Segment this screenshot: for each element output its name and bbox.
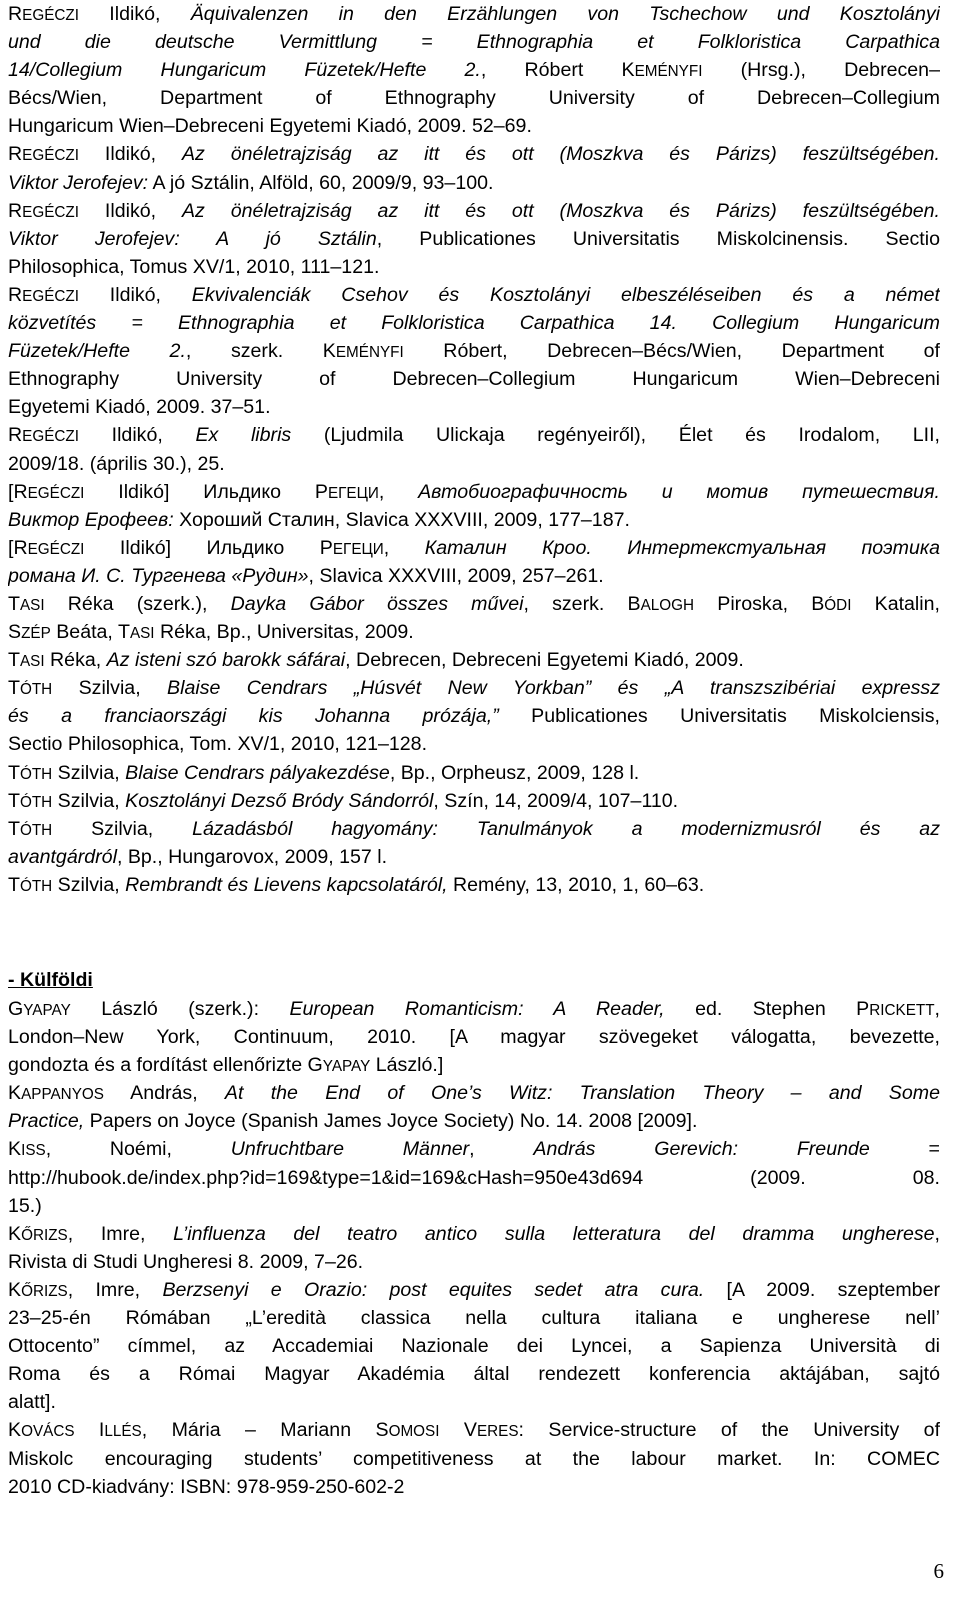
bib-line: 15.): [8, 1194, 42, 1217]
bib-line: REGÉCZI Ildikó, Az önéletrajziság az itt és ott (Moszkva és Párizs) feszültségében.: [8, 143, 940, 166]
bib-line: TÓTH Szilvia, Rembrandt és Lievens kapcsolatáról, Remény, 13, 2010, 1, 60–63.: [8, 873, 705, 896]
bibliography-list-foreign: [8, 995, 940, 1501]
bib-line: TÓTH Szilvia, Lázadásból hagyomány: Tanulmányok a modernizmusról és az: [8, 817, 940, 840]
bib-line: REGÉCZI Ildikó, Ekvivalenciák Csehov és Kosztolányi elbeszéléseiben és a német: [8, 283, 940, 306]
bib-line: SZÉP Beáta, TASI Réka, Bp., Universitas, 2009.: [8, 621, 414, 644]
bib-line: Viktor Jerofejev: A jó Sztálin, Publicationes Universitatis Miskolcinensis. Sectio: [8, 227, 940, 250]
bib-line: Hungaricum Wien–Debreceni Egyetemi Kiadó, 2009. 52–69.: [8, 115, 532, 138]
bib-line: Viktor Jerofejev: A jó Sztálin, Alföld, 60, 2009/9, 93–100.: [8, 171, 494, 194]
bib-line: http://hubook.de/index.php?id=169&type=1&id=169&cHash=950e43d694 (2009. 08.: [8, 1166, 940, 1189]
bib-line: gondozta és a fordítást ellenőrizte GYAPAY László.]: [8, 1054, 444, 1077]
bib-line: Miskolc encouraging students’ competitiveness at the labour market. In: COMEC: [8, 1447, 940, 1470]
bib-line: REGÉCZI Ildikó, Äquivalenzen in den Erzählungen von Tschechow und Kosztolányi: [8, 3, 940, 25]
bib-line: REGÉCZI Ildikó, Ex libris (Ljudmila Ulickaja regényeiről), Élet és Irodalom, LII,: [8, 424, 940, 447]
bib-line: alatt].: [8, 1391, 56, 1414]
section-heading: - Külföldi: [8, 969, 93, 991]
bib-line: [REGÉCZI Ildikó] Ильдико РЕГЕЦИ, Каталин Кроо. Интертекстуальная поэтика: [8, 536, 940, 559]
bib-line: Egyetemi Kiadó, 2009. 37–51.: [8, 396, 271, 419]
bib-line: avantgárdról, Bp., Hungarovox, 2009, 157 l.: [8, 845, 388, 868]
bib-line: 2010 CD-kiadvány: ISBN: 978-959-250-602-2: [8, 1475, 405, 1498]
bib-line: Roma és a Római Magyar Akadémia által rendezett konferencia aktájában, sajtó: [8, 1363, 940, 1386]
bib-line: KISS, Noémi, Unfruchtbare Männer, András Gerevich: Freunde =: [8, 1138, 940, 1161]
bib-line: KŐRIZS, Imre, L’influenza del teatro antico sulla letteratura del dramma ungherese,: [8, 1222, 940, 1245]
bib-line: London–New York, Continuum, 2010. [A magyar szövegeket válogatta, bevezette,: [8, 1026, 940, 1049]
bib-line: und die deutsche Vermittlung = Ethnographia et Folkloristica Carpathica: [8, 31, 940, 54]
bib-line: романа И. С. Тургенева «Рудин», Slavica XXXVIII, 2009, 257–261.: [8, 564, 604, 587]
page-number: 6: [933, 1559, 944, 1583]
bib-line: közvetítés = Ethnographia et Folkloristica Carpathica 14. Collegium Hungaricum: [8, 312, 940, 335]
bib-line: Füzetek/Hefte 2., szerk. KEMÉNYFI Róbert, Debrecen–Bécs/Wien, Department of: [8, 340, 940, 363]
bib-line: 2009/18. (április 30.), 25.: [8, 452, 225, 475]
bibliography-list-hungarian: [8, 0, 940, 899]
bib-line: KAPPANYOS András, At the End of One’s Witz: Translation Theory – and Some: [8, 1082, 940, 1105]
bib-line: Sectio Philosophica, Tom. XV/1, 2010, 121–128.: [8, 733, 428, 756]
bib-line: Виктор Ерофеев: Хороший Сталин, Slavica XXXVIII, 2009, 177–187.: [8, 508, 630, 531]
bib-line: GYAPAY László (szerk.): European Romanticism: A Reader, ed. Stephen PRICKETT,: [8, 998, 940, 1020]
bib-line: TASI Réka (szerk.), Dayka Gábor összes művei, szerk. BALOGH Piroska, BÓDI Katalin,: [8, 592, 940, 615]
bib-line: Practice, Papers on Joyce (Spanish James Joyce Society) No. 14. 2008 [2009].: [8, 1110, 698, 1133]
bib-line: Philosophica, Tomus XV/1, 2010, 111–121.: [8, 255, 380, 278]
bib-line: Ottocento” címmel, az Accademiai Nazionale dei Lyncei, a Sapienza Università di: [8, 1335, 940, 1358]
bib-line: 14/Collegium Hungaricum Füzetek/Hefte 2., Róbert KEMÉNYFI (Hrsg.), Debrecen–: [8, 59, 940, 82]
bib-line: KŐRIZS, Imre, Berzsenyi e Orazio: post equites sedet atra cura. [A 2009. szeptember: [8, 1278, 940, 1301]
bib-line: TASI Réka, Az isteni szó barokk sáfárai, Debrecen, Debreceni Egyetemi Kiadó, 2009.: [8, 649, 744, 672]
bib-line: Bécs/Wien, Department of Ethnography University of Debrecen–Collegium: [8, 87, 940, 110]
bib-line: 23–25-én Rómában „L’eredità classica nella cultura italiana e ungherese nell’: [8, 1307, 940, 1330]
bib-line: KOVÁCS ILLÉS, Mária – Mariann SOMOSI VERES: Service-structure of the University of: [8, 1419, 940, 1442]
bib-line: TÓTH Szilvia, Blaise Cendrars pályakezdése, Bp., Orpheusz, 2009, 128 l.: [8, 761, 640, 784]
bib-line: TÓTH Szilvia, Kosztolányi Dezső Bródy Sándorról, Szín, 14, 2009/4, 107–110.: [8, 789, 679, 812]
bib-line: és a franciaországi kis Johanna prózája,” Publicationes Universitatis Miskolciensis,: [8, 705, 940, 728]
bib-line: REGÉCZI Ildikó, Az önéletrajziság az itt és ott (Moszkva és Párizs) feszültségében.: [8, 199, 940, 222]
bib-line: [REGÉCZI Ildikó] Ильдико РЕГЕЦИ, Автобиографичность и мотив путешествия.: [8, 480, 940, 503]
bib-line: Rivista di Studi Ungheresi 8. 2009, 7–26.: [8, 1250, 364, 1273]
bib-line: TÓTH Szilvia, Blaise Cendrars „Húsvét New Yorkban” és „A transzszibériai expressz: [8, 677, 940, 700]
bib-line: Ethnography University of Debrecen–Collegium Hungaricum Wien–Debreceni: [8, 368, 940, 391]
